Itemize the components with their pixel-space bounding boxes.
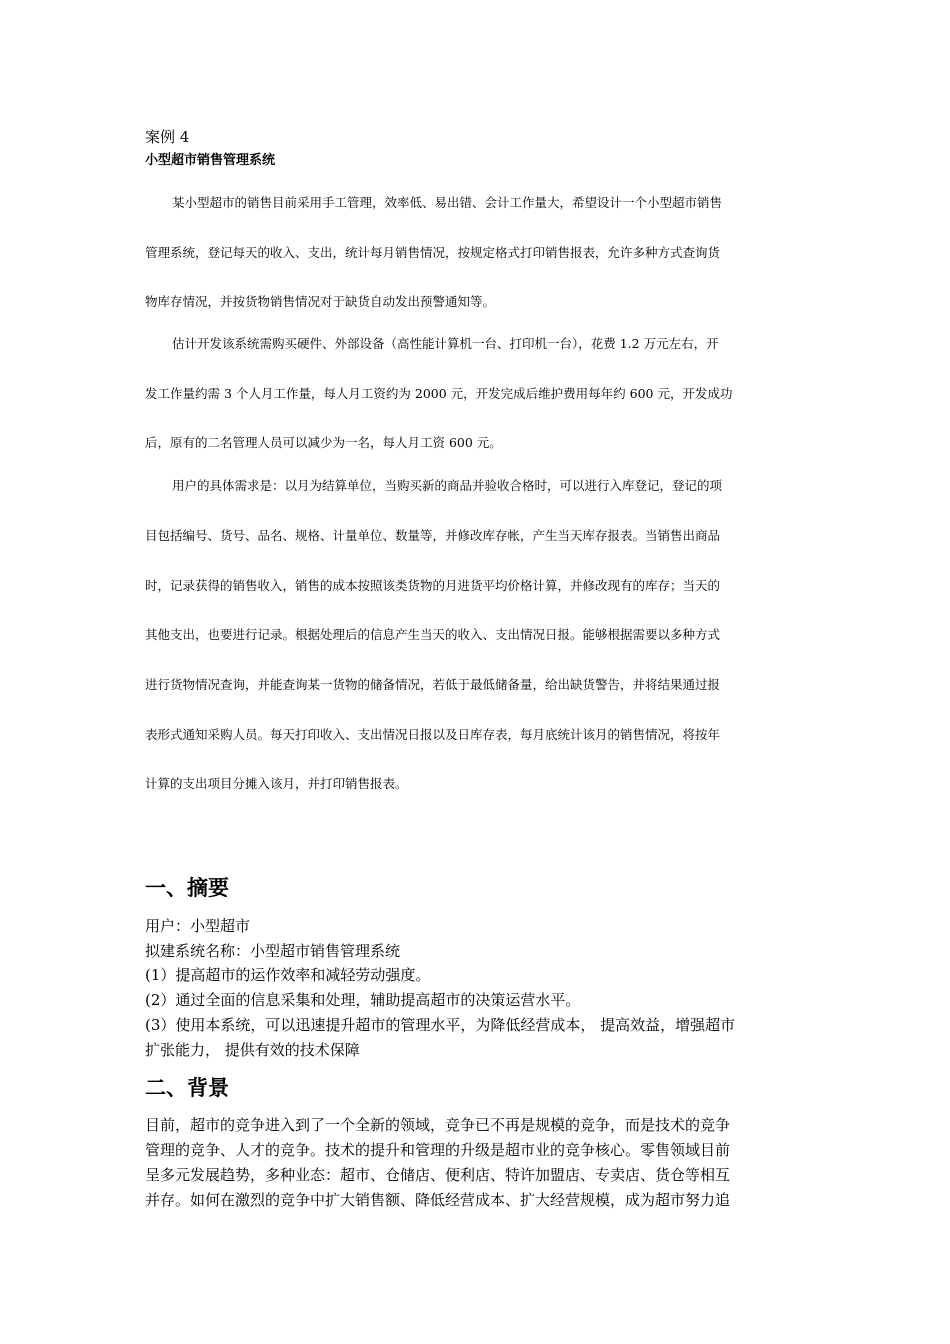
para1-line: 某小型超市的销售目前采用手工管理，效率低、易出错、会计工作量大，希望设计一个小型超市销售: [172, 195, 723, 210]
para3-line: 时，记录获得的销售收入，销售的成本按照该类货物的月进货平均价格计算，并修改现有的库存；当天的: [145, 578, 721, 593]
background-line: 目前，超市的竞争进入到了一个全新的领域，竞争已不再是规模的竞争，而是技术的竞争: [145, 1116, 731, 1134]
background-line: 并存。如何在激烈的竞争中扩大销售额、降低经营成本、扩大经营规模，成为超市努力追: [145, 1191, 731, 1209]
para2-line: 估计开发该系统需购买硬件、外部设备（高性能计算机一台、打印机一台），花费 1.2 万元左右，开: [172, 336, 719, 351]
section-heading-summary: 一、摘要: [145, 876, 229, 900]
background-line: 呈多元发展趋势，多种业态：超市、仓储店、便利店、特许加盟店、专卖店、货仓等相互: [145, 1166, 731, 1184]
case-label: 案例 4: [145, 128, 190, 146]
summary-line: (3）使用本系统，可以迅速提升超市的管理水平，为降低经营成本， 提高效益，增强超市: [145, 1016, 736, 1034]
summary-line: (2）通过全面的信息采集和处理，辅助提高超市的决策运营水平。: [145, 991, 581, 1009]
para1-line: 管理系统，登记每天的收入、支出，统计每月销售情况，按规定格式打印销售报表，允许多种方式查询货: [145, 245, 721, 260]
para3-line: 计算的支出项目分摊入该月，并打印销售报表。: [145, 776, 408, 791]
summary-line: 用户：小型超市: [145, 917, 251, 935]
para1-line: 物库存情况，并按货物销售情况对于缺货自动发出预警通知等。: [145, 294, 496, 309]
summary-line: 扩张能力， 提供有效的技术保障: [145, 1041, 360, 1059]
case-title: 小型超市销售管理系统: [145, 153, 276, 168]
para3-line: 进行货物情况查询，并能查询某一货物的储备情况，若低于最低储备量，给出缺货警告，并将结果通过报: [145, 677, 721, 692]
para3-line: 目包括编号、货号、品名、规格、计量单位、数量等，并修改库存帐，产生当天库存报表。当销售出商品: [145, 528, 721, 543]
section-heading-background: 二、背景: [145, 1076, 229, 1100]
para3-line: 表形式通知采购人员。每天打印收入、支出情况日报以及日库存表，每月底统计该月的销售情况，将按年: [145, 727, 721, 742]
para2-line: 发工作量约需 3 个人月工作量，每人月工资约为 2000 元，开发完成后维护费用每年约 600 元，开发成功: [145, 386, 733, 401]
para3-line: 用户的具体需求是：以月为结算单位，当购买新的商品并验收合格时，可以进行入库登记，登记的项: [172, 478, 723, 493]
background-line: 管理的竞争、人才的竞争。技术的提升和管理的升级是超市业的竞争核心。零售领域目前: [145, 1141, 731, 1159]
para2-line: 后，原有的二名管理人员可以减少为一名，每人月工资 600 元。: [145, 435, 502, 450]
summary-line: 拟建系统名称：小型超市销售管理系统: [145, 942, 401, 960]
summary-line: (1）提高超市的运作效率和减轻劳动强度。: [145, 966, 431, 984]
para3-line: 其他支出，也要进行记录。根据处理后的信息产生当天的收入、支出情况日报。能够根据需要以多种方式: [145, 627, 721, 642]
